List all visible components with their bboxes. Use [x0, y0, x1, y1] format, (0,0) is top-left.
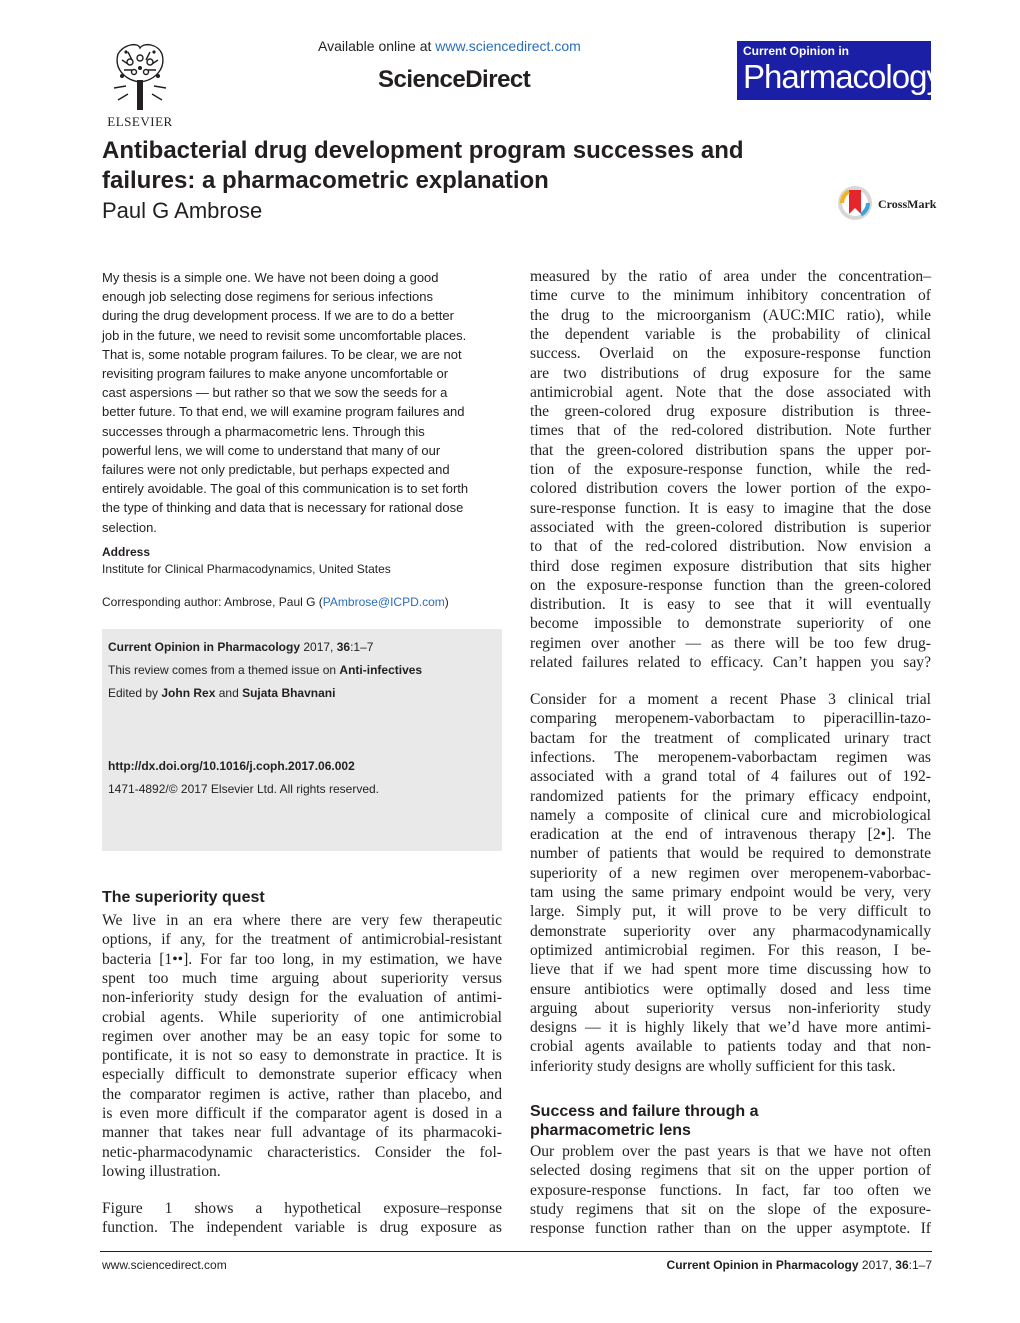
text-line: antimicrobial agent. Note that the dose associated with: [530, 383, 931, 401]
text-line: powerful lens, we will come to understand that many of our: [102, 442, 441, 458]
editors-line: Edited by John Rex and Sujata Bhavnani: [108, 686, 336, 700]
text-line: success. Overlaid on the exposure-response function: [530, 345, 931, 363]
text-line: demonstrate superiority over any pharmacodynamically: [530, 922, 931, 940]
text-line: measured by the ratio of area under the concentration–: [530, 268, 931, 285]
text-line: better future. To that end, we will examine program failures and: [102, 404, 465, 420]
elsevier-logo: [100, 40, 180, 130]
text-line: number of patients that would be required to demonstrate: [530, 845, 931, 863]
text-line: crobial agents. While superiority of one antimicrobial: [102, 1008, 502, 1026]
text-line: large. Simply put, it will prove to be very difficult to: [530, 903, 931, 921]
text-line: Our problem over the past years is that we have not often: [530, 1143, 931, 1160]
text-line: the drug to the microorganism (AUC:MIC ratio), while: [530, 306, 931, 324]
sciencedirect-link[interactable]: www.sciencedirect.com: [435, 38, 581, 54]
text-line: response function rather than on the upper asymptote. If: [530, 1220, 931, 1238]
text-line: that the green-colored distribution spans the upper por-: [530, 441, 931, 459]
title-line: failures: a pharmacometric explanation: [102, 167, 549, 194]
text-line: is even more difficult if the comparator agent is dosed in a: [102, 1105, 502, 1122]
address-heading: Address: [102, 545, 151, 559]
text-line: enough job selecting dose regimens for serious infections: [102, 289, 433, 305]
text-line: options, if any, for the treatment of antimicrobial-resistant: [102, 931, 502, 949]
text-line: failures were not only predictable, but perhaps expected and: [102, 462, 450, 477]
text-line: inferiority study designs are wholly sufficient for this task.: [530, 1057, 896, 1075]
text-line: non-inferiority study design for the evaluation of antimi-: [102, 989, 502, 1007]
copyright-line: 1471-4892/© 2017 Elsevier Ltd. All rights reserved.: [108, 782, 379, 796]
article-title: [102, 136, 832, 196]
text-line: optimized antimicrobial regimen. For this reason, I be-: [530, 941, 931, 959]
text-line: regimen over another may be an easy topic for some to: [102, 1027, 502, 1045]
text-line: Figure 1 shows a hypothetical exposure–response: [102, 1200, 502, 1217]
text-line: function. The independent variable is drug exposure as: [102, 1219, 502, 1237]
text-line: are two distributions of drug exposure for the same: [530, 364, 931, 382]
journal-logo-small: Current Opinion in: [743, 44, 849, 58]
elsevier-wordmark: ELSEVIER: [107, 114, 173, 129]
elsevier-tree-icon: [104, 40, 176, 112]
text-line: lowing illustration.: [102, 1162, 221, 1180]
doi-link[interactable]: http://dx.doi.org/10.1016/j.coph.2017.06.002: [108, 759, 355, 773]
text-line: successes through a pharmacometric lens. Through this: [102, 423, 425, 439]
article-info-box: [102, 629, 502, 851]
section-heading-superiority: The superiority quest: [102, 889, 265, 906]
text-line: namely a composite of clinical cure and microbiological: [530, 806, 931, 824]
article-author: Paul G Ambrose: [102, 198, 263, 223]
text-line: comparing meropenem-vaborbactam to piperacillin-tazo-: [530, 710, 931, 728]
text-line: eradication at the end of intravenous therapy [2•]. The: [530, 826, 931, 844]
text-line: lieve that if we had spent more time discussing how to: [530, 961, 931, 979]
text-line: manner that takes near full advantage of its pharmacoki-: [102, 1124, 502, 1142]
text-line: entirely avoidable. The goal of this communication is to set forth: [102, 481, 469, 497]
footer-citation: Current Opinion in Pharmacology 2017, 36:1–7: [666, 1258, 932, 1272]
crossmark-badge[interactable]: [836, 184, 936, 222]
crossmark-label: CrossMark: [878, 197, 937, 211]
text-line: become impossible to demonstrate superiority of one: [530, 615, 931, 633]
text-line: sure-response function. It is easy to imagine that the dose: [530, 499, 931, 517]
text-line: selected dosing regimens that sit on the upper portion of: [530, 1162, 931, 1180]
text-line: crobial agents available to patients today and that non-: [530, 1038, 931, 1056]
text-line: colored distribution covers the lower portion of the expo-: [530, 480, 931, 498]
text-line: superiority of a new regimen over meropenem-vaborbac-: [530, 864, 931, 882]
text-line: associated with the green-colored distribution is superior: [530, 518, 931, 536]
text-line: study regimens that sit on the slope of the exposure-: [530, 1200, 931, 1218]
text-line: times that of the red-colored distribution. Note further: [530, 422, 931, 440]
text-line: bacteria [1••]. For far too long, in my estimation, we have: [102, 950, 502, 968]
text-line: tam using the same primary endpoint would be very, very: [530, 884, 931, 901]
text-line: time curve to the minimum inhibitory concentration of: [530, 287, 931, 305]
text-line: My thesis is a simple one. We have not been doing a good: [102, 270, 439, 285]
text-line: job in the future, we need to revisit some uncomfortable places.: [102, 327, 467, 343]
text-line: pontificate, it is not so easy to demonstrate in practice. It is: [102, 1047, 502, 1065]
text-line: the dependent variable is the probability of clinical: [530, 325, 931, 343]
journal-logo: [737, 41, 942, 100]
text-line: associated with a grand total of 4 failures out of 192-: [530, 768, 931, 786]
available-online-text: Available online at www.sciencedirect.com: [318, 38, 581, 54]
text-line: especially difficult to demonstrate superior efficacy when: [102, 1066, 502, 1084]
text-line: on the exposure-response function than the green-colored: [530, 576, 931, 594]
text-line: cast aspersions — but rather so that we sow the seeds for a: [102, 385, 448, 401]
text-line: designs — it is highly likely that we’d have more antimi-: [530, 1019, 931, 1037]
corresponding-author: Corresponding author: Ambrose, Paul G (PAmbrose@ICPD.com): [102, 595, 449, 609]
text-line: revisiting program failures to make anyone uncomfortable or: [102, 366, 449, 381]
text-line: We live in an era where there are very few therapeutic: [102, 912, 502, 929]
address-text: Institute for Clinical Pharmacodynamics, United States: [102, 562, 391, 576]
text-line: selection.: [102, 519, 157, 535]
text-line: infections. The meropenem-vaborbactam regimen was: [530, 748, 931, 766]
text-line: the type of thinking and data that is necessary for rational dose: [102, 500, 464, 516]
text-line: during the drug development process. If we are to do a better: [102, 308, 454, 324]
text-line: the green-colored drug exposure distribution is three-: [530, 403, 931, 421]
text-line: distribution. It is easy to see that it will eventually: [530, 596, 931, 614]
footer-rule: [100, 1251, 932, 1252]
text-line: randomized patients for the primary efficacy endpoint,: [530, 787, 931, 805]
text-line: Consider for a moment a recent Phase 3 clinical trial: [530, 691, 931, 708]
journal-logo-big: Pharmacology: [743, 58, 942, 95]
sciencedirect-wordmark: ScienceDirect: [378, 66, 531, 93]
author-email-link[interactable]: PAmbrose@ICPD.com: [322, 595, 445, 609]
text-line: exposure-response functions. In fact, far too often we: [530, 1181, 931, 1199]
text-line: the comparator regimen is active, rather than placebo, and: [102, 1085, 502, 1103]
text-line: third dose regimen exposure distribution that sits higher: [530, 557, 931, 575]
text-line: to that of the red-colored distribution. Now envision a: [530, 538, 931, 556]
footer-url: www.sciencedirect.com: [102, 1258, 227, 1272]
text-line: arguing about superiority versus non-inferiority study: [530, 999, 931, 1017]
title-line: Antibacterial drug development program successes and: [102, 137, 744, 164]
citation-line: Current Opinion in Pharmacology 2017, 36:1–7: [108, 640, 374, 654]
text-line: netic-pharmacodynamic characteristics. Consider the fol-: [102, 1143, 502, 1161]
text-line: related failures related to efficacy. Can’t happen you say?: [530, 654, 931, 671]
text-line: bactam for the treatment of complicated urinary tract: [530, 729, 931, 747]
section-heading-success-failure: Success and failure through a pharmacometric lens: [530, 1103, 759, 1139]
crossmark-icon: [836, 184, 874, 222]
text-line: ensure antibiotics were optimally dosed and less time: [530, 980, 931, 998]
text-line: That is, some notable program failures. To be clear, we are not: [102, 346, 462, 362]
text-line: regimen over another — as there will be too few drug-: [530, 634, 931, 652]
text-line: tion of the exposure-response function, while the red-: [530, 461, 931, 478]
text-line: spent too much time arguing about superiority versus: [102, 969, 502, 987]
themed-issue-line: This review comes from a themed issue on Anti-infectives: [108, 663, 423, 677]
